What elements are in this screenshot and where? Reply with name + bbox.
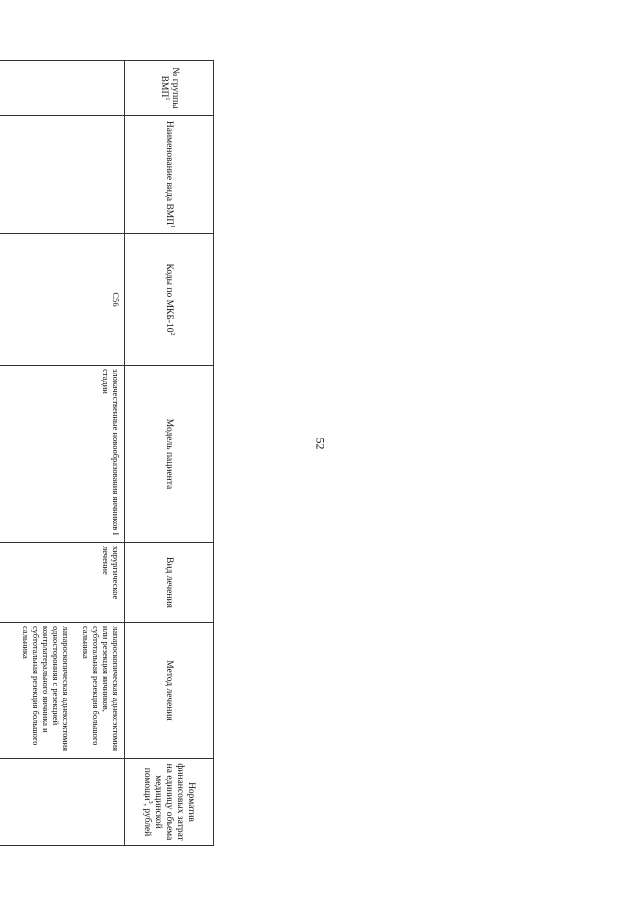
- header-patient-model: Модель пациента: [125, 366, 214, 543]
- cell-vmp-name: [0, 116, 125, 234]
- rotated-table-container: [21, 60, 214, 845]
- cell-group-no: [0, 61, 125, 116]
- header-mkb-codes: Коды по МКБ-$10^2$: [125, 234, 214, 366]
- header-cost-norm: Норматив финансовых затрат на единицу объема медицинской помощи$^3$, рублей: [125, 759, 214, 846]
- header-vmp-name: Наименование вида ВМП$^1$: [125, 116, 214, 234]
- cell-cost-norm: [0, 759, 125, 846]
- method-text-alt: лапароскопическая аднексэктомия односторонняя с резекцией контрлатерального яичника и субтотальная резекция большого сальника: [21, 626, 71, 752]
- header-treatment-method: Метод лечения: [125, 623, 214, 759]
- vmp-table: [0, 60, 214, 846]
- table-row: [0, 61, 125, 846]
- header-treatment-type: Вид лечения: [125, 543, 214, 623]
- cell-treatment-type: хирургическое лечение: [0, 543, 125, 623]
- cell-mkb-code: C56: [0, 234, 125, 366]
- cell-patient-model: злокачественные новообразования яичников I стадии: [0, 366, 125, 543]
- page-number: 52: [313, 437, 328, 450]
- header-group-no: № группы ВМП$^1$: [125, 61, 214, 116]
- method-text: лапароскопическая аднексэктомия или резекция яичников, субтотальная резекция большого сальника: [81, 626, 121, 752]
- cell-treatment-method: [0, 623, 125, 759]
- table-header-row: [125, 61, 214, 846]
